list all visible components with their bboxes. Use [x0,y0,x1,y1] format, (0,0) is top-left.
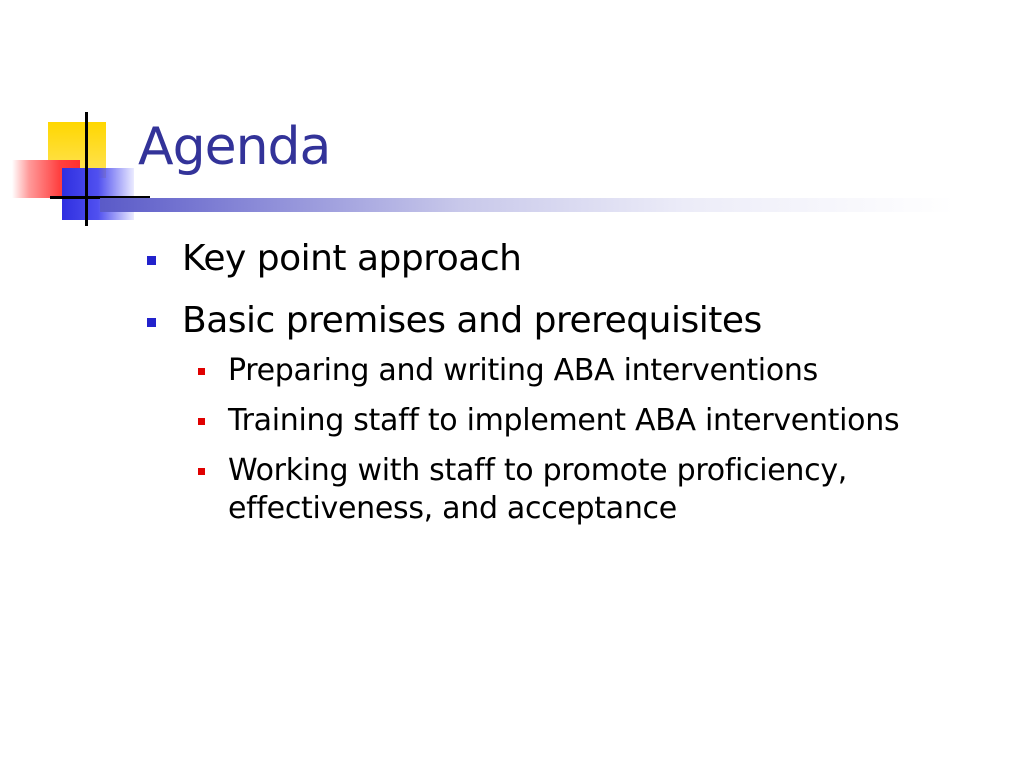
square-bullet-icon [198,468,205,475]
sub-bullet-list [182,352,1005,528]
bullet-text: Key point approach [182,238,522,279]
sub-bullet-text: Training staff to implement ABA interventions [228,403,900,438]
sub-bullet-item [192,402,1005,440]
sub-bullet-text: Working with staff to promote proficiency, effectiveness, and acceptance [228,453,848,526]
square-bullet-icon [147,256,156,265]
bullet-list [145,236,1005,544]
sub-bullet-text: Preparing and writing ABA interventions [228,353,818,388]
slide-title: Agenda [138,117,331,177]
bullet-item [145,236,1005,282]
blue-square [62,168,134,220]
sub-bullet-item [192,452,1005,528]
title-underline [100,198,1000,212]
square-bullet-icon [147,318,156,327]
bullet-text: Basic premises and prerequisites [182,300,762,341]
square-bullet-icon [198,418,205,425]
logo-vertical-line [85,112,88,226]
bullet-item [145,298,1005,528]
sub-bullet-item [192,352,1005,390]
square-bullet-icon [198,368,205,375]
